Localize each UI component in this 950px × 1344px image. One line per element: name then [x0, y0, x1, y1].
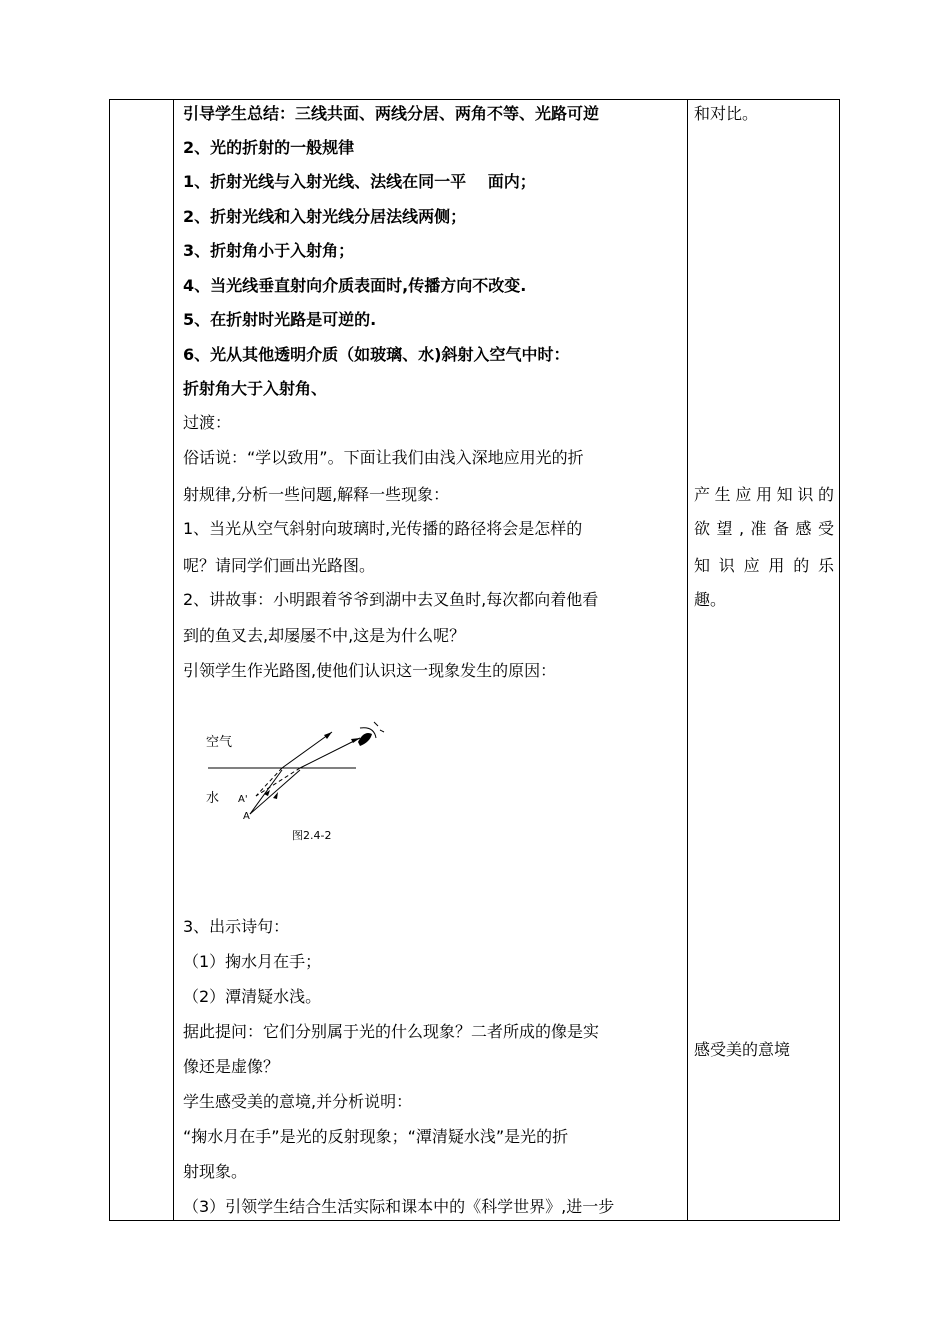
ray-underwater-2 — [250, 770, 300, 814]
point-a-label: A — [243, 811, 250, 822]
text-line: 学生感受美的意境,并分析说明： — [183, 1092, 413, 1111]
text-line: （3）引领学生结合生活实际和课本中的《科学世界》,进一步 — [183, 1197, 615, 1216]
table-border-top — [109, 99, 840, 100]
table-border-right — [839, 99, 840, 1221]
text-line: 2、折射光线和入射光线分居法线两侧； — [183, 207, 467, 226]
text-line: 引导学生总结：三线共面、两线分居、两角不等、光路可逆 — [183, 104, 600, 123]
water-label: 水 — [206, 791, 220, 806]
text-line: （2）潭清疑水浅。 — [183, 987, 322, 1006]
text-line: 引领学生作光路图,使他们认识这一现象发生的原因： — [183, 661, 557, 680]
ray-air-2 — [300, 738, 360, 768]
side-note-line: 知识应用的乐 — [694, 556, 834, 575]
air-label: 空气 — [206, 735, 233, 750]
text-line: “掬水月在手”是光的反射现象；“潭清疑水浅”是光的折 — [183, 1127, 569, 1146]
text-line: 1、折射光线与入射光线、法线在同一平 面内； — [183, 172, 536, 191]
side-note-line: 趣。 — [694, 590, 727, 609]
text-line: 2、讲故事：小明跟着爷爷到湖中去叉鱼时,每次都向着他看 — [183, 590, 599, 609]
text-line: 折射角大于入射角、 — [183, 379, 328, 398]
ray-underwater-1 — [250, 770, 282, 814]
table-column-divider-1 — [173, 99, 174, 1221]
text-line: 6、光从其他透明介质（如玻璃、水)斜射入空气中时： — [183, 345, 570, 364]
text-line: 呢？请同学们画出光路图。 — [183, 556, 376, 575]
text-line: 射规律,分析一些问题,解释一些现象： — [183, 485, 450, 504]
virtual-ray-2 — [256, 768, 300, 796]
figure-caption: 图2.4-2 — [292, 829, 332, 842]
side-note-line: 和对比。 — [694, 104, 759, 123]
text-line: 4、当光线垂直射向介质表面时,传播方向不改变. — [183, 276, 527, 295]
arrowhead — [324, 732, 332, 739]
text-line: 俗话说：“学以致用”。下面让我们由浅入深地应用光的折 — [183, 448, 584, 467]
text-line: 像还是虚像？ — [183, 1057, 280, 1076]
side-note-line: 欲望,准备感受 — [694, 519, 834, 538]
text-line: 3、出示诗句： — [183, 917, 290, 936]
refraction-diagram — [200, 712, 390, 852]
eye-icon — [358, 722, 384, 746]
ray-air-1 — [282, 732, 332, 768]
text-line: 据此提问：它们分别属于光的什么现象？二者所成的像是实 — [183, 1022, 600, 1041]
text-line: （1）掬水月在手； — [183, 952, 322, 971]
text-line: 2、光的折射的一般规律 — [183, 138, 355, 157]
text-line: 5、在折射时光路是可逆的. — [183, 310, 377, 329]
text-line: 到的鱼叉去,却屡屡不中,这是为什么呢？ — [183, 626, 466, 645]
text-line: 3、折射角小于入射角； — [183, 241, 355, 260]
side-note-line: 感受美的意境 — [694, 1040, 791, 1059]
text-line: 1、当光从空气斜射向玻璃时,光传播的路径将会是怎样的 — [183, 519, 583, 538]
side-note-line: 产生应用知识的 — [694, 485, 834, 504]
table-border-left — [109, 99, 110, 1221]
text-line: 射现象。 — [183, 1162, 248, 1181]
text-line: 过渡： — [183, 413, 232, 432]
point-a-prime-label: A' — [238, 794, 248, 805]
table-column-divider-2 — [687, 99, 688, 1221]
table-border-bottom — [109, 1220, 840, 1221]
